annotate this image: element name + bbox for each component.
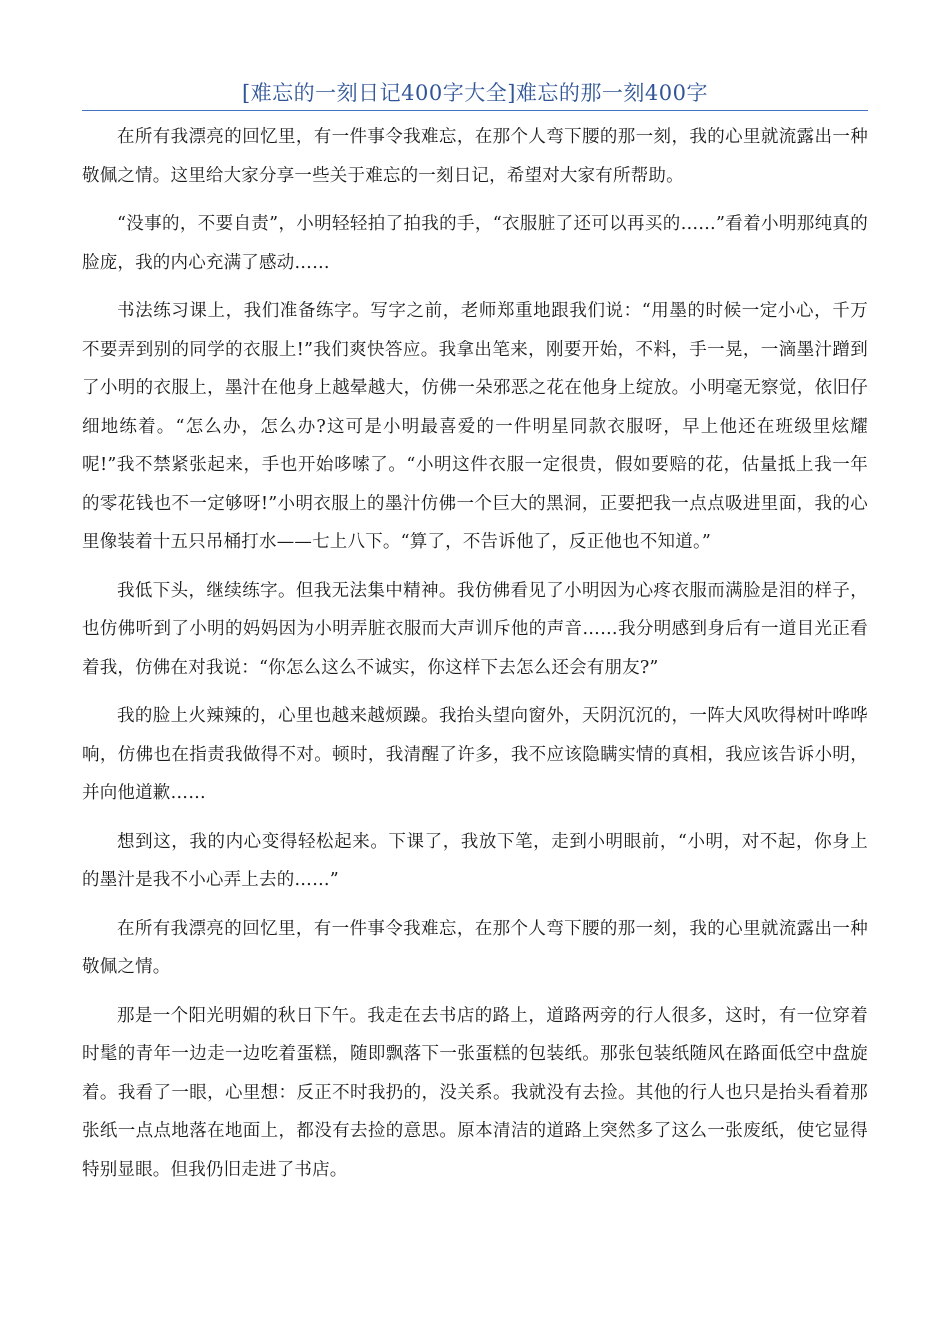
document-title: [难忘的一刻日记400字大全]难忘的那一刻400字 <box>241 81 709 105</box>
paragraph: 我低下头，继续练字。但我无法集中精神。我仿佛看见了小明因为心疼衣服而满脸是泪的样子，也仿佛听到了小明的妈妈因为小明弄脏衣服而大声训斥他的声音……我分明感到身后有一道目光正看着我，仿佛在对我说：“你怎么这么不诚实，你这样下去怎么还会有朋友?” <box>82 580 868 678</box>
paragraph: 我的脸上火辣辣的，心里也越来越烦躁。我抬头望向窗外，天阴沉沉的，一阵大风吹得树叶哗哗响，仿佛也在指责我做得不对。顿时，我清醒了许多，我不应该隐瞒实情的真相，我应该告诉小明，并向他道歉…… <box>82 706 868 803</box>
paragraph: 想到这，我的内心变得轻松起来。下课了，我放下笔，走到小明眼前，“小明，对不起，你身上的墨汁是我不小心弄上去的……” <box>82 831 868 890</box>
paragraph: “没事的，不要自责”，小明轻轻拍了拍我的手，“衣服脏了还可以再买的……”看着小明那纯真的脸庞，我的内心充满了感动…… <box>82 214 868 273</box>
paragraph: 在所有我漂亮的回忆里，有一件事令我难忘，在那个人弯下腰的那一刻，我的心里就流露出一种敬佩之情。 <box>82 918 868 977</box>
paragraph: 在所有我漂亮的回忆里，有一件事令我难忘，在那个人弯下腰的那一刻，我的心里就流露出一种敬佩之情。这里给大家分享一些关于难忘的一刻日记，希望对大家有所帮助。 <box>82 127 868 186</box>
paragraph: 书法练习课上，我们准备练字。写字之前，老师郑重地跟我们说：“用墨的时候一定小心，千万不要弄到别的同学的衣服上!”我们爽快答应。我拿出笔来，刚要开始，不料，手一晃，一滴墨汁蹭到了小明的衣服上，墨汁在他身上越晕越大，仿佛一朵邪恶之花在他身上绽放。小明毫无察觉，依旧仔细地练着。“怎么办，怎么办?这可是小明最喜爱的一件明星同款衣服呀，早上他还在班级里炫耀呢!”我不禁紧张起来，手也开始哆嗦了。“小明这件衣服一定很贵，假如要赔的花，估量抵上我一年的零花钱也不一定够呀!”小明衣服上的墨汁仿佛一个巨大的黑洞，正要把我一点点吸进里面，我的心里像装着十五只吊桶打水——七上八下。“算了，不告诉他了，反正他也不知道。” <box>82 301 868 552</box>
document-body <box>82 118 868 1199</box>
paragraph: 那是一个阳光明媚的秋日下午。我走在去书店的路上，道路两旁的行人很多，这时，有一位穿着时髦的青年一边走一边吃着蛋糕，随即飘落下一张蛋糕的包装纸。那张包装纸随风在路面低空中盘旋着。我看了一眼，心里想：反正不时我扔的，没关系。我就没有去捡。其他的行人也只是抬头看着那张纸一点点地落在地面上，都没有去捡的意思。原本清洁的道路上突然多了这么一张废纸，使它显得特别显眼。但我仍旧走进了书店。 <box>82 1005 868 1180</box>
title-underline <box>82 110 868 111</box>
